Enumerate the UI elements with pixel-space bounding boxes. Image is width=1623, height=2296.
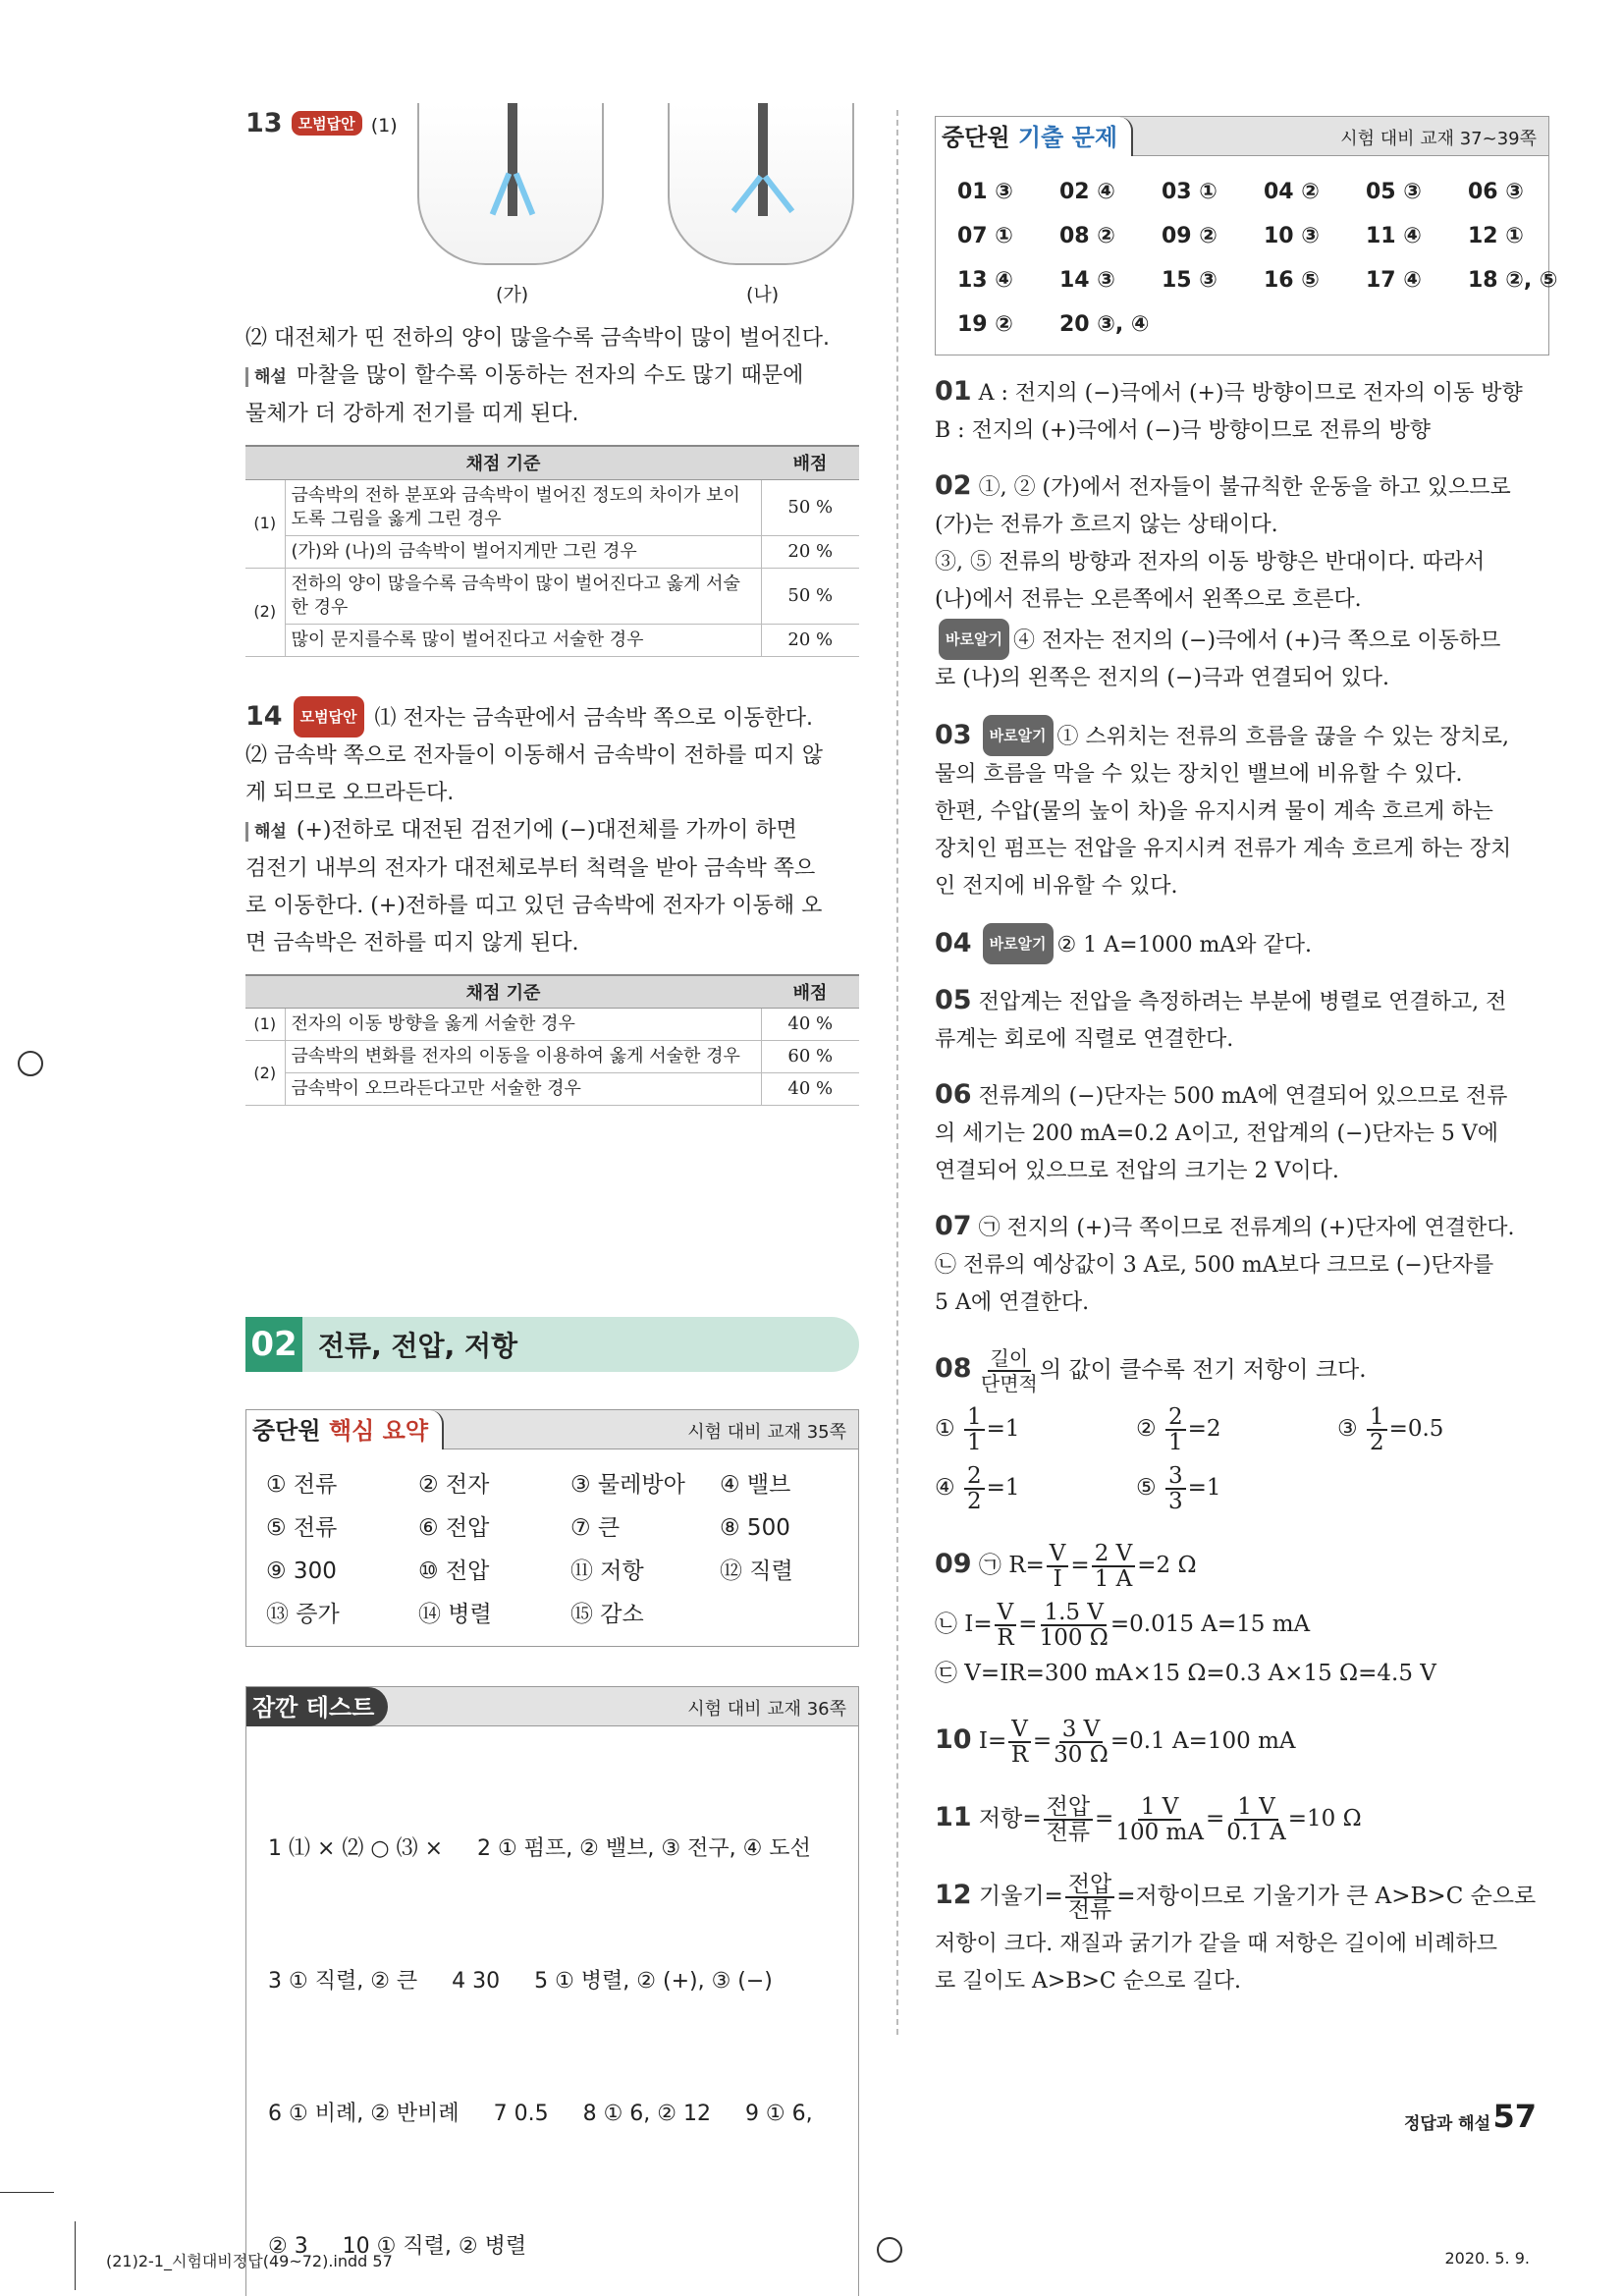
summary-item: ⑥ 전압 xyxy=(418,1515,490,1541)
footer-file: (21)2-1_시험대비정답(49~72).indd 57 xyxy=(106,2252,393,2270)
jar-b xyxy=(668,103,854,265)
registration-mark-icon xyxy=(877,2237,902,2263)
section-title: 전류, 전압, 저항 xyxy=(318,1330,518,1362)
summary-ref: 시험 대비 교재 35쪽 xyxy=(687,1422,846,1443)
quick-line: 3 ① 직렬, ② 큰 4 30 5 ① 병렬, ② (+), ③ (−) xyxy=(268,1969,773,1994)
q13-answer2: ⑵ 대전체가 띤 전하의 양이 많을수록 금속박이 많이 벌어진다. xyxy=(245,326,830,351)
q14-number: 14 xyxy=(245,700,283,732)
summary-item: ⑪ 저항 xyxy=(570,1558,644,1584)
q06: 06 전류계의 (−)단자는 500 mA에 연결되어 있으므로 전류 의 세기는 200 mA=0.2 A이고, 전압계의 (−)단자는 5 V에 연결되어 있으므로 전압의 크기는 2 V이다. xyxy=(935,1079,1508,1183)
exam-answer: 14 ③ xyxy=(1059,268,1115,293)
quick-test-box: 잠깐 테스트 시험 대비 교재 36쪽 1 ⑴ × ⑵ ○ ⑶ × 2 ① 펌프, ② 밸브, ③ 전구, ④ 도선 3 ① 직렬, ② 큰 4 30 5 ① 병렬, ② (+), ③ (−) 6 ① 비례, ② 반비례 7 0.5 8 ① 6, ② 12 9 ① 6, ② 3 10 ① 직렬, ② 병렬 xyxy=(245,1686,859,2296)
right-column xyxy=(935,116,1558,2000)
q13-model-answer-tag: 모범답안 xyxy=(292,111,362,136)
q07: 07 ㉠ 전지의 (+)극 쪽이므로 전류계의 (+)단자에 연결한다. ㉡ 전류의 예상값이 3 A로, 500 mA보다 크므로 (−)단자를 5 A에 연결한다. xyxy=(935,1211,1515,1315)
q05: 05 전압계는 전압을 측정하려는 부분에 병렬로 연결하고, 전 류계는 회로에 직렬로 연결한다. xyxy=(935,985,1507,1052)
summary-item: ⑤ 전류 xyxy=(266,1515,338,1541)
exam-answer: 07 ① xyxy=(957,224,1013,248)
page-number: 57 xyxy=(1492,2098,1537,2135)
footer-date: 2020. 5. 9. xyxy=(1444,2249,1530,2268)
footer-section-label: 정답과 해설 xyxy=(1403,2114,1490,2134)
exam-ref: 시험 대비 교재 37~39쪽 xyxy=(1340,129,1537,149)
exam-answer: 16 ⑤ xyxy=(1264,268,1320,293)
exam-answer: 03 ① xyxy=(1162,180,1217,204)
q04: 04 바로알기 ② 1 A=1000 mA와 같다. xyxy=(935,923,1549,964)
q09: 09 ㉠ R= $\frac{V}{I}$ = $\frac{2 V}{1 A}$ =2 Ω ㉡ I= $\frac{V}{R}$ = $\frac{1.5 V}{100 \Omega}$ =0.015 A=15 mA ㉢ V=IR=300 mA×15 Ω=0.3 A×15 Ω=4.5 V xyxy=(935,1541,1436,1686)
q13-explain-label: 해설 xyxy=(245,367,293,387)
summary-item: ⑦ 큰 xyxy=(570,1515,621,1541)
exam-answer: 10 ③ xyxy=(1264,224,1320,248)
score-header-criteria: 채점 기준 xyxy=(245,446,761,479)
summary-item: ⑩ 전압 xyxy=(418,1558,490,1584)
section-number: 02 xyxy=(245,1317,302,1372)
section-header xyxy=(245,1317,859,1372)
score-row: 금속박이 오므라든다고만 서술한 경우 xyxy=(285,1073,761,1106)
exam-answer: 20 ③, ④ xyxy=(1059,312,1150,337)
q08: 08 $\frac{\text{길이}}{\text{단면적}}$ 의 값이 클수록 전기 저항이 크다. ① $\frac{1}{1}$ =1 ② $\frac{2}{1}$ =2 ③ $\frac{1}{2}$ =0.5 ④ $\frac{2}{2}$ =1 ⑤ $\frac{3}{3}$ =1 xyxy=(935,1346,1444,1514)
exam-answer: 06 ③ xyxy=(1468,180,1524,204)
summary-item: ④ 밸브 xyxy=(720,1472,791,1498)
fig-label-a: (가) xyxy=(496,284,529,305)
exam-answer: 19 ② xyxy=(957,312,1013,337)
exam-box: 중단원 기출 문제 시험 대비 교재 37~39쪽 01 ③ 02 ④ 03 ① 04 ② 05 ③ 06 ③ 07 ① 08 ② 09 ② 10 ③ 11 ④ 12 ① 13 ④ 14 ③ 15 ③ 16 ⑤ 17 ④ 18 ②, ⑤ 19 ② 20 ③, ④ xyxy=(935,116,1549,355)
electroscope-figure xyxy=(417,103,859,314)
q13-number: 13 xyxy=(245,108,283,138)
core-summary-box: 중단원 핵심 요약 시험 대비 교재 35쪽 ① 전류 ② 전자 ③ 물레방아 ④ 밸브 ⑤ 전류 ⑥ 전압 ⑦ 큰 ⑧ 500 ⑨ 300 ⑩ 전압 ⑪ 저항 ⑫ 직렬 ⑬ 증가 ⑭ 병렬 ⑮ 감소 xyxy=(245,1409,859,1647)
q14-score-table: 채점 기준 배점 (1) 전자의 이동 방향을 옳게 서술한 경우 40 % (2) 금속박의 변화를 전자의 이동을 이용하여 옳게 서술한 경우 60 % 금속박이 오므라든다고만 서술한 경우 40 % xyxy=(245,974,859,1107)
quick-ref: 시험 대비 교재 36쪽 xyxy=(687,1699,846,1720)
q11: 11 저항= $\frac{\text{전압}}{\text{전류}}$ = $\frac{1 V}{100 mA}$ = $\frac{1 V}{0.1 A}$ =10 Ω xyxy=(935,1794,1362,1845)
registration-mark-icon xyxy=(18,1051,43,1076)
summary-grid xyxy=(246,1449,858,1646)
summary-item: ⑭ 병렬 xyxy=(418,1602,492,1627)
summary-item: ② 전자 xyxy=(418,1472,490,1498)
q14-explain-label: 해설 xyxy=(245,822,293,842)
exam-answer: 17 ④ xyxy=(1366,268,1422,293)
score-row: 금속박의 변화를 전자의 이동을 이용하여 옳게 서술한 경우 xyxy=(285,1041,761,1073)
score-row: (가)와 (나)의 금속박이 벌어지게만 그린 경우 xyxy=(285,535,761,568)
column-divider xyxy=(896,110,898,2035)
exam-answer: 13 ④ xyxy=(957,268,1013,293)
summary-item: ③ 물레방아 xyxy=(570,1472,685,1498)
exam-answer: 02 ④ xyxy=(1059,180,1115,204)
q03: 03 바로알기 ① 스위치는 전류의 흐름을 끊을 수 있는 장치로, 물의 흐름을 막을 수 있는 장치인 밸브에 비유할 수 있다. 한편, 수압(물의 높이 차)을 유지시켜 물이 계속 흐르게 하는 장치인 펌프는 전압을 유지시켜 전류가 계속 흐르게 하는 장치 인 전지에 비유할 수 있다. xyxy=(935,715,1549,905)
q02: 02 ①, ② (가)에서 전자들이 불규칙한 운동을 하고 있으므로 (가)는 전류가 흐르지 않는 상태이다. ③, ⑤ 전류의 방향과 전자의 이동 방향은 반대이다. 따라서 (나)에서 전류는 오른쪽에서 왼쪽으로 흐른다. 바로알기 ④ 전자는 전지의 (−)극에서 (+)극 쪽으로 이동하므 로 (나)의 왼쪽은 전지의 (−)극과 연결되어 있다. xyxy=(935,470,1511,690)
exam-answer: 04 ② xyxy=(1264,180,1320,204)
q14: 14 모범답안 ⑴ 전자는 금속판에서 금속박 쪽으로 이동한다. ⑵ 금속박 쪽으로 전자들이 이동해서 금속박이 전하를 띠지 않 게 되므로 오므라든다. 해설 (+)전하로 대전된 검전기에 (−)대전체를 가까이 하면 검전기 내부의 전자가 대전체로부터 척력을 받아 금속박 쪽으 로 이동한다. (+)전하를 띠고 있던 금속박에 전자가 이동해 오 면 금속박은 전하를 띠지 않게 된다. 채점 기준 배점 (1) 전자의 이동 방향을 옳게 서술한 경우 40 % (2) 금속박의 변화를 전자의 이동을 이용하여 옳게 서술한 경우 60 % 금속박이 오므라든다고만 서술한 경우 40 % xyxy=(245,696,859,1107)
exam-answer: 05 ③ xyxy=(1366,180,1422,204)
exam-answer: 15 ③ xyxy=(1162,268,1217,293)
jar-a xyxy=(417,103,604,265)
score-row: 전하의 양이 많을수록 금속박이 많이 벌어진다고 옳게 서술한 경우 xyxy=(285,568,761,624)
q10: 10 I= $\frac{V}{R}$ = $\frac{3 V}{30 \Omega}$ =0.1 A=100 mA xyxy=(935,1717,1296,1768)
q13-part1: (1) xyxy=(370,115,398,137)
q14-model-answer-tag: 모범답안 xyxy=(294,696,364,738)
left-column xyxy=(245,108,859,2296)
quick-line: 6 ① 비례, ② 반비례 7 0.5 8 ① 6, ② 12 9 ① 6, xyxy=(268,2102,813,2126)
score-row: 많이 문지를수록 많이 벌어진다고 서술한 경우 xyxy=(285,624,761,656)
q13-score-table: 채점 기준 배점 (1) 금속박의 전하 분포와 금속박이 벌어진 정도의 차이가 보이도록 그림을 옳게 그린 경우 50 % (가)와 (나)의 금속박이 벌어지게만 그린 경우 20 % (2) 전하의 양이 많을수록 금속박이 많이 벌어진다고 옳게 서술한 경우 50 % 많이 문지를수록 많이 벌어진다고 서술한 경우 20 % xyxy=(245,445,859,657)
summary-item: ① 전류 xyxy=(266,1472,338,1498)
score-row: 전자의 이동 방향을 옳게 서술한 경우 xyxy=(285,1009,761,1041)
q01: 01 A : 전지의 (−)극에서 (+)극 방향이므로 전자의 이동 방향 B : 전지의 (+)극에서 (−)극 방향이므로 전류의 방향 xyxy=(935,376,1523,443)
q12: 12 기울기= $\frac{\text{전압}}{\text{전류}}$ =저항이므로 기울기가 큰 A>B>C 순으로 저항이 크다. 재질과 굵기가 같을 때 저항은 길이에 비례하므 로 길이도 A>B>C 순으로 길다. xyxy=(935,1872,1537,1994)
quick-line: 1 ⑴ × ⑵ ○ ⑶ × 2 ① 펌프, ② 밸브, ③ 전구, ④ 도선 xyxy=(268,1836,811,1861)
quick-line: ② 3 10 ① 직렬, ② 병렬 xyxy=(268,2234,527,2259)
exam-answer: 01 ③ xyxy=(957,180,1013,204)
summary-item: ⑫ 직렬 xyxy=(720,1558,793,1584)
exam-answer: 12 ① xyxy=(1468,224,1524,248)
fig-label-b: (나) xyxy=(746,284,780,305)
score-row: 금속박의 전하 분포와 금속박이 벌어진 정도의 차이가 보이도록 그림을 옳게 그린 경우 xyxy=(285,479,761,535)
q13-explain-1: 마찰을 많이 할수록 이동하는 전자의 수도 많기 때문에 xyxy=(296,363,804,388)
summary-item: ⑬ 증가 xyxy=(266,1602,340,1627)
exam-answer: 08 ② xyxy=(1059,224,1115,248)
exam-answer: 18 ②, ⑤ xyxy=(1468,268,1558,293)
exam-answer-grid xyxy=(936,156,1558,355)
quick-answers xyxy=(246,1726,858,2296)
crop-mark xyxy=(0,2192,54,2193)
q13-explain-2: 물체가 더 강하게 전기를 띠게 된다. xyxy=(245,402,579,426)
summary-item: ⑮ 감소 xyxy=(570,1602,644,1627)
exam-answer: 09 ② xyxy=(1162,224,1217,248)
correction-tag: 바로알기 xyxy=(983,715,1054,756)
score-header-points: 배점 xyxy=(761,446,859,479)
correction-tag: 바로알기 xyxy=(939,619,1009,660)
exam-answer: 11 ④ xyxy=(1366,224,1422,248)
summary-item: ⑧ 500 xyxy=(720,1515,790,1541)
summary-item: ⑨ 300 xyxy=(266,1558,337,1584)
q13 xyxy=(245,108,859,657)
correction-tag: 바로알기 xyxy=(983,923,1054,964)
crop-mark xyxy=(75,2221,76,2290)
